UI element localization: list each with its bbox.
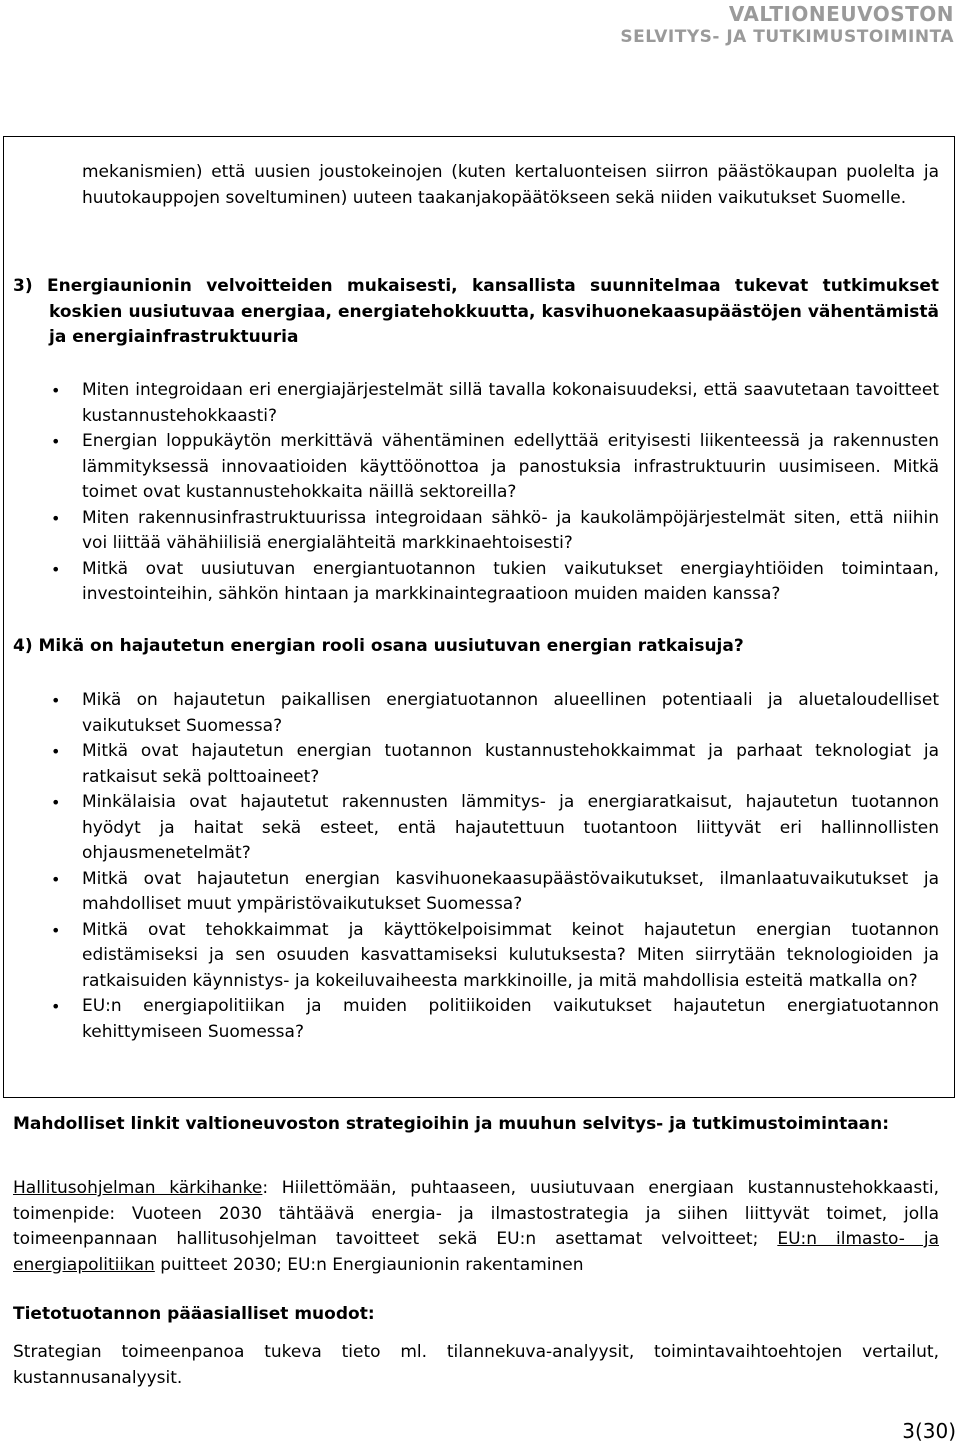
- list-item: [13, 918, 939, 995]
- section-3-title: 3) Energiaunionin velvoitteiden mukaisesti, kansallista suunnitelmaa tukevat tutkimukset koskien uusiutuvaa energiaa, energiatehokkuutta, kasvihuonekaasupäästöjen vähentämistä ja energiainfrastruktuuria: [13, 276, 939, 347]
- page-number: 3(30): [902, 1419, 956, 1443]
- government-programme-link[interactable]: Hallitusohjelman kärkihanke: [13, 1178, 263, 1198]
- intro-paragraph: mekanismien) että uusien joustokeinojen (kuten kertaluonteisen siirron päästökaupan puolelta ja huutokauppojen soveltuminen) uuteen taakanjakopäätökseen sekä niiden vaikutukset Suomelle.: [82, 162, 939, 208]
- section-4-question-list: [13, 688, 939, 1045]
- bullet-icon: •: [51, 793, 61, 812]
- bullet-icon: •: [51, 920, 61, 940]
- bullet-icon: •: [51, 432, 61, 451]
- info-production-text: Strategian toimeenpanoa tukeva tieto ml. tilannekuva-analyysit, toimintavaihtoehtojen vertailut, kustannusanalyysit.: [13, 1342, 939, 1388]
- bullet-icon: •: [51, 691, 61, 710]
- question-text: EU:n energiapolitiikan ja muiden politiikoiden vaikutukset hajautetun energiatuotannon kehittymiseen Suomessa?: [82, 996, 939, 1042]
- question-text: Minkälaisia ovat hajautetut rakennusten lämmitys- ja energiaratkaisut, hajautetun tuotannon hyödyt ja haitat sekä esteet, entä hajautettuun tuotantoon liittyvät eri hallinnollisten ohjausmenetelmät?: [82, 792, 939, 863]
- eu-climate-energy-policy-link[interactable]: EU:n ilmasto- ja energiapolitiikan: [13, 1229, 939, 1275]
- info-production-heading-text: Tietotuotannon pääasialliset muodot:: [13, 1304, 375, 1324]
- bullet-icon: •: [51, 559, 61, 579]
- links-paragraph: [13, 1176, 939, 1278]
- organization-header: [620, 2, 954, 48]
- question-text: Mikä on hajautetun paikallisen energiatuotannon alueellinen potentiaali ja aluetaloudelliset vaikutukset Suomessa?: [82, 690, 939, 736]
- section-3: [13, 274, 939, 351]
- bullet-icon: •: [51, 742, 61, 761]
- links-text-part1: : Hiilettömään, puhtaaseen, uusiutuvaan energiaan kustannustehokkaasti, toimenpide: Vuoteen 2030 tähtäävä energia- ja ilmastostrategia ja siihen liittyvät toimet, jolla toimeenpannaan hallitusohjelman tavoitteet sekä EU:n asettamat velvoitteet;: [13, 1178, 940, 1249]
- section-3-question-list: [13, 378, 939, 608]
- question-text: Mitkä ovat hajautetun energian kasvihuonekaasupäästövaikutukset, ilmanlaatuvaikutukset ja mahdolliset muut ympäristövaikutukset Suomessa?: [82, 868, 939, 914]
- question-text: Miten integroidaan eri energiajärjestelmät sillä tavalla kokonaisuudeksi, että saavutetaan tavoitteet kustannustehokkaasti?: [82, 380, 939, 426]
- section-4-title: 4) Mikä on hajautetun energian rooli osana uusiutuvan energian ratkaisuja?: [13, 636, 744, 656]
- list-item: [13, 557, 939, 608]
- list-item: [13, 739, 939, 790]
- list-item: [13, 688, 939, 739]
- question-text: Mitkä ovat hajautetun energian tuotannon kustannustehokkaimmat ja parhaat teknologiat ja ratkaisut sekä polttoaineet?: [82, 741, 939, 787]
- bullet-icon: •: [51, 381, 61, 400]
- links-text: [13, 1176, 939, 1278]
- list-item: [13, 867, 939, 918]
- question-text: Miten rakennusinfrastruktuurissa integroidaan sähkö- ja kaukolämpöjärjestelmät siten, että niihin voi liittää vähähiilisiä energialähteitä markkinaehtoisesti?: [82, 507, 939, 553]
- list-item: [13, 994, 939, 1045]
- links-text-part2: puitteet 2030; EU:n Energiaunionin rakentaminen: [154, 1254, 584, 1275]
- info-production-paragraph: [13, 1340, 939, 1391]
- list-item: [13, 429, 939, 506]
- bullet-icon: •: [51, 869, 61, 889]
- list-item: [13, 790, 939, 867]
- list-item: [13, 506, 939, 557]
- links-heading: [13, 1112, 939, 1138]
- links-heading-text: Mahdolliset linkit valtioneuvoston strategioihin ja muuhun selvitys- ja tutkimustoimintaan:: [13, 1114, 890, 1134]
- org-name-line2: SELVITYS- JA TUTKIMUSTOIMINTA: [620, 27, 954, 47]
- info-production-heading: [13, 1302, 939, 1328]
- question-text: Mitkä ovat uusiutuvan energiantuotannon tukien vaikutukset energiayhtiöiden toimintaan, investointeihin, sähkön hintaan ja markkinaintegraatioon muiden maiden kanssa?: [82, 558, 939, 604]
- org-name-line1: VALTIONEUVOSTON: [728, 2, 954, 26]
- question-text: Mitkä ovat tehokkaimmat ja käyttökelpoisimmat keinot hajautetun energian tuotannon edistämiseksi ja sen osuuden kasvattamiseksi kulutuksesta? Miten siirrytään teknologioiden ja ratkaisuiden käynnistys- ja kokeiluvaiheesta markkinoille, ja mitä mahdollisia esteitä matkalla on?: [82, 919, 939, 991]
- list-item: [13, 378, 939, 429]
- question-text: Energian loppukäytön merkittävä vähentäminen edellyttää erityisesti liikenteessä ja rakennusten lämmityksessä innovaatioiden käyttöönottoa ja panostuksia infrastruktuurin uusimiseen. Mitkä toimet ovat kustannustehokkaita näillä sektoreilla?: [82, 431, 939, 502]
- bullet-icon: •: [51, 508, 61, 528]
- section-4: [13, 634, 939, 660]
- bullet-icon: •: [51, 997, 61, 1016]
